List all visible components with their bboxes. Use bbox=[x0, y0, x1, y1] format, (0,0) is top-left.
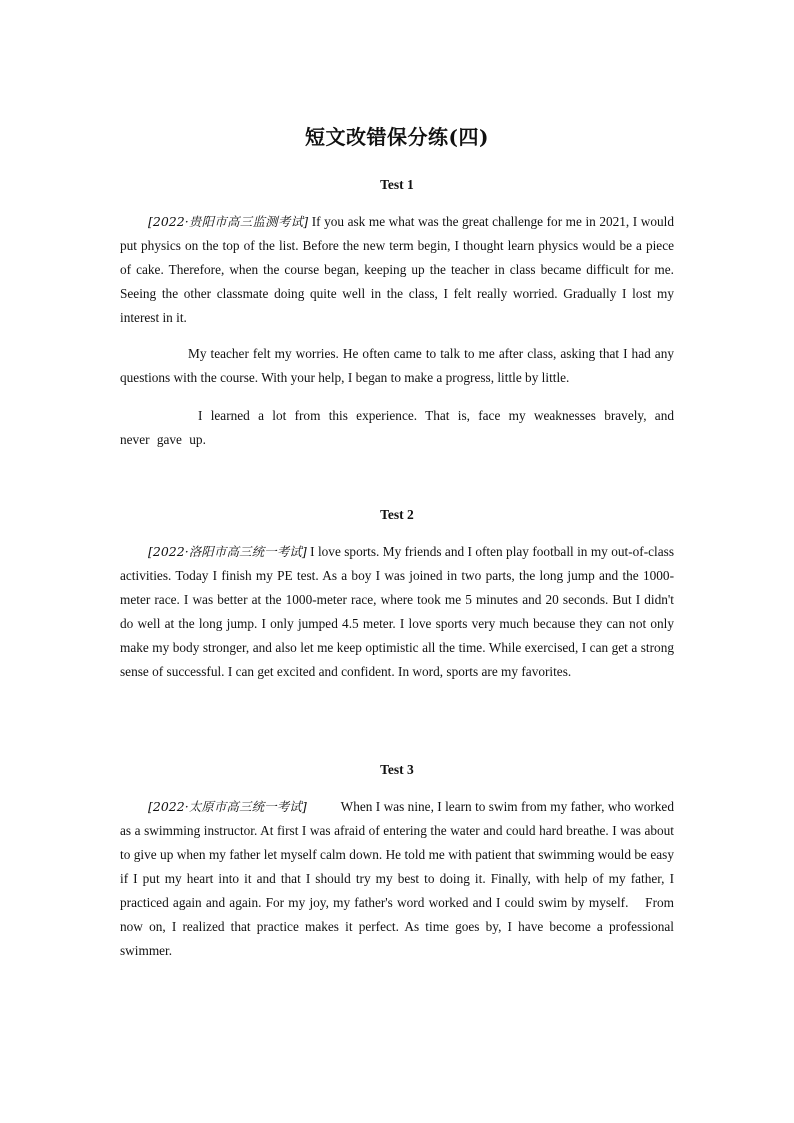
test-1-paragraph-1 bbox=[120, 210, 674, 330]
test-2-paragraph-1 bbox=[120, 540, 674, 684]
test-3-source: [2022·太原市高三统一考试] bbox=[148, 799, 307, 814]
test-3-paragraph-1-text: When I was nine, I learn to swim from my father, who worked as a swimming instructor. At first I was afraid of entering the water and could hard breathe. I was about to give up when my father let myself calm down. He told me with patient that swimming would be easy if I put my heart into it and that I should try my best to doing it. Finally, with help of my father, I practiced again and again. For my joy, my father's word worked and I could swim by myself. From now on, I realized that practice makes it perfect. As time goes by, I have become a professional swimmer. bbox=[120, 799, 678, 958]
test-1-paragraph-3: I learned a lot from this experience. That is, face my weaknesses bravely, and never gave up. bbox=[120, 408, 674, 447]
test-1-source: [2022·贵阳市高三监测考试] bbox=[148, 214, 309, 229]
test-2-heading: Test 2 bbox=[380, 507, 414, 522]
test-3-heading: Test 3 bbox=[380, 762, 414, 777]
page-title: 短文改错保分练(四) bbox=[305, 125, 489, 149]
test-1-heading: Test 1 bbox=[380, 177, 414, 192]
test-2-source: [2022·洛阳市高三统一考试] bbox=[148, 544, 307, 559]
test-1-paragraph-1-text: If you ask me what was the great challenge for me in 2021, I would put physics on the top of the list. Before the new term begin, I thought learn physics would be a piece of cake. Therefore, when the course began, keeping up the teacher in class became difficult for me. Seeing the other classmate doing quite well in the class, I felt really worried. Gradually I lost my interest in it. bbox=[120, 214, 674, 325]
test-1-paragraph-2: My teacher felt my worries. He often came to talk to me after class, asking that I had any questions with the course. With your help, I began to make a progress, little by little. bbox=[120, 346, 674, 385]
test-2-paragraph-1-text: I love sports. My friends and I often play football in my out-of-class activities. Today I finish my PE test. As a boy I was joined in two parts, the long jump and the 1000-meter race. I was better at the 1000-meter race, where took me 5 minutes and 20 seconds. But I didn't do well at the long jump. I only jumped 4.5 meter. I love sports very much because they can not only make my body stronger, and also let me keep optimistic all the time. While exercised, I can get a strong sense of successful. I can get excited and confident. In word, sports are my favorites. bbox=[120, 544, 674, 679]
test-3-paragraph-1 bbox=[120, 795, 678, 963]
